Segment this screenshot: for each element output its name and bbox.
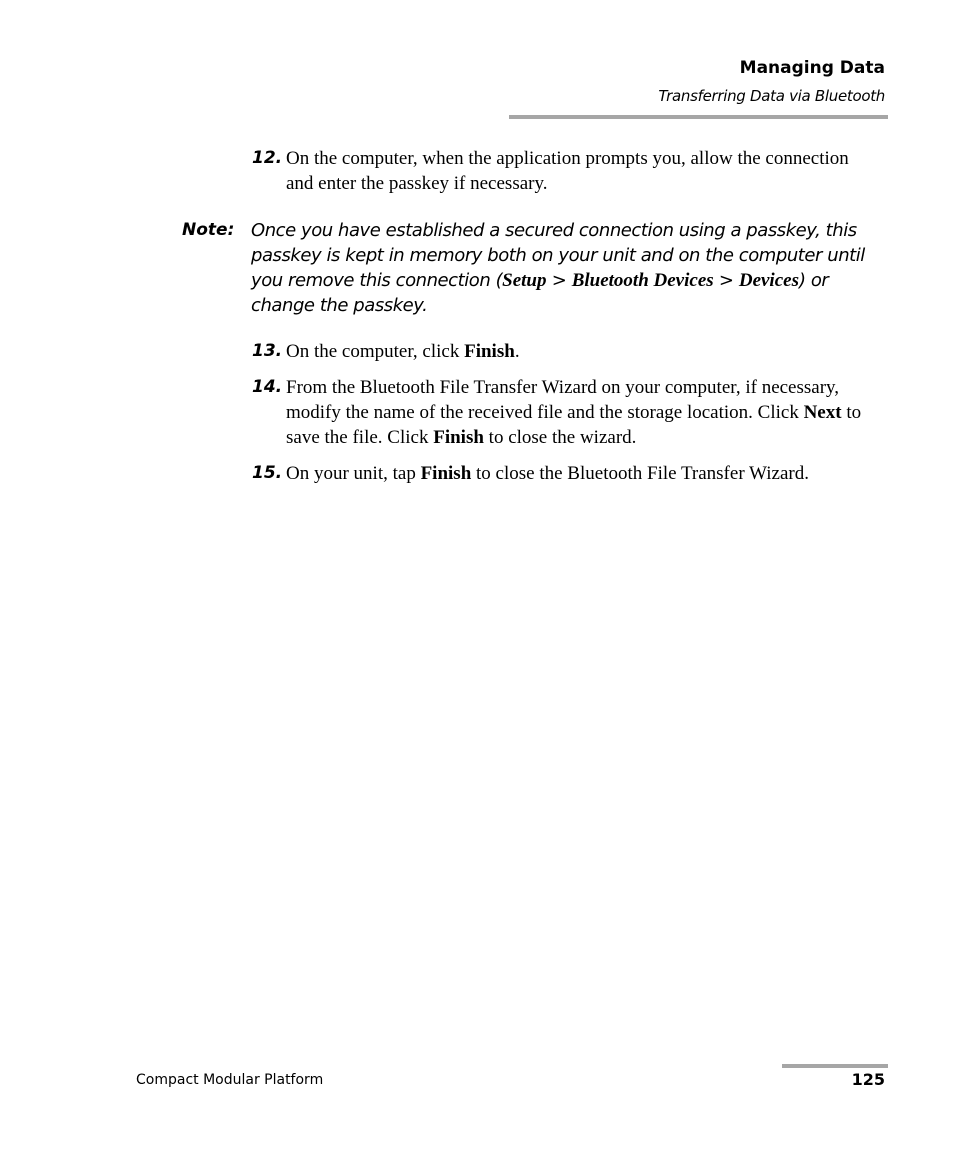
text-run: On the computer, when the application prompts you, allow the connection and enter the passkey if necessary. <box>286 148 849 194</box>
note-label: Note: <box>182 220 235 240</box>
bold-term: Devices <box>738 270 799 291</box>
text-run: . <box>514 341 520 362</box>
step-text <box>286 146 872 196</box>
header-divider <box>509 115 888 119</box>
bold-term: Next <box>803 402 842 423</box>
bold-term: Finish <box>433 427 484 448</box>
step-14 <box>252 375 872 450</box>
step-number: 15. <box>252 463 283 483</box>
text-run: to close the wizard. <box>483 427 637 448</box>
footer-divider <box>782 1064 888 1068</box>
step-text <box>286 339 872 364</box>
text-run: > <box>546 270 572 291</box>
step-12 <box>252 146 872 196</box>
text-run: On the computer, click <box>286 341 465 362</box>
text-run: to save the file. Click <box>286 402 862 448</box>
step-number: 14. <box>252 377 283 397</box>
text-run: to close the Bluetooth File Transfer Wizard. <box>471 463 809 484</box>
step-13 <box>252 339 872 364</box>
text-run: From the Bluetooth File Transfer Wizard on your computer, if necessary, modify the name of the received file and the storage location. Click <box>286 377 840 423</box>
bold-term: Setup <box>502 270 547 291</box>
step-number: 13. <box>252 341 283 361</box>
text-run: > <box>713 270 739 291</box>
section-title: Transferring Data via Bluetooth <box>658 87 885 105</box>
bold-term: Bluetooth Devices <box>571 270 714 291</box>
text-run: On your unit, tap <box>286 463 421 484</box>
text-run: ) or change the passkey. <box>251 270 829 316</box>
step-15 <box>252 461 872 486</box>
bold-term: Finish <box>420 463 472 484</box>
note-text <box>251 218 891 318</box>
chapter-title: Managing Data <box>739 58 885 78</box>
text-run: Once you have established a secured connection using a passkey, this passkey is kept in memory both on your unit and on the computer until you remove this connection ( <box>251 220 865 291</box>
step-text <box>286 375 872 450</box>
page-number: 125 <box>851 1070 885 1089</box>
footer-product-name: Compact Modular Platform <box>136 1072 324 1088</box>
step-number: 12. <box>252 148 283 168</box>
bold-term: Finish <box>464 341 515 362</box>
step-text <box>286 461 872 486</box>
